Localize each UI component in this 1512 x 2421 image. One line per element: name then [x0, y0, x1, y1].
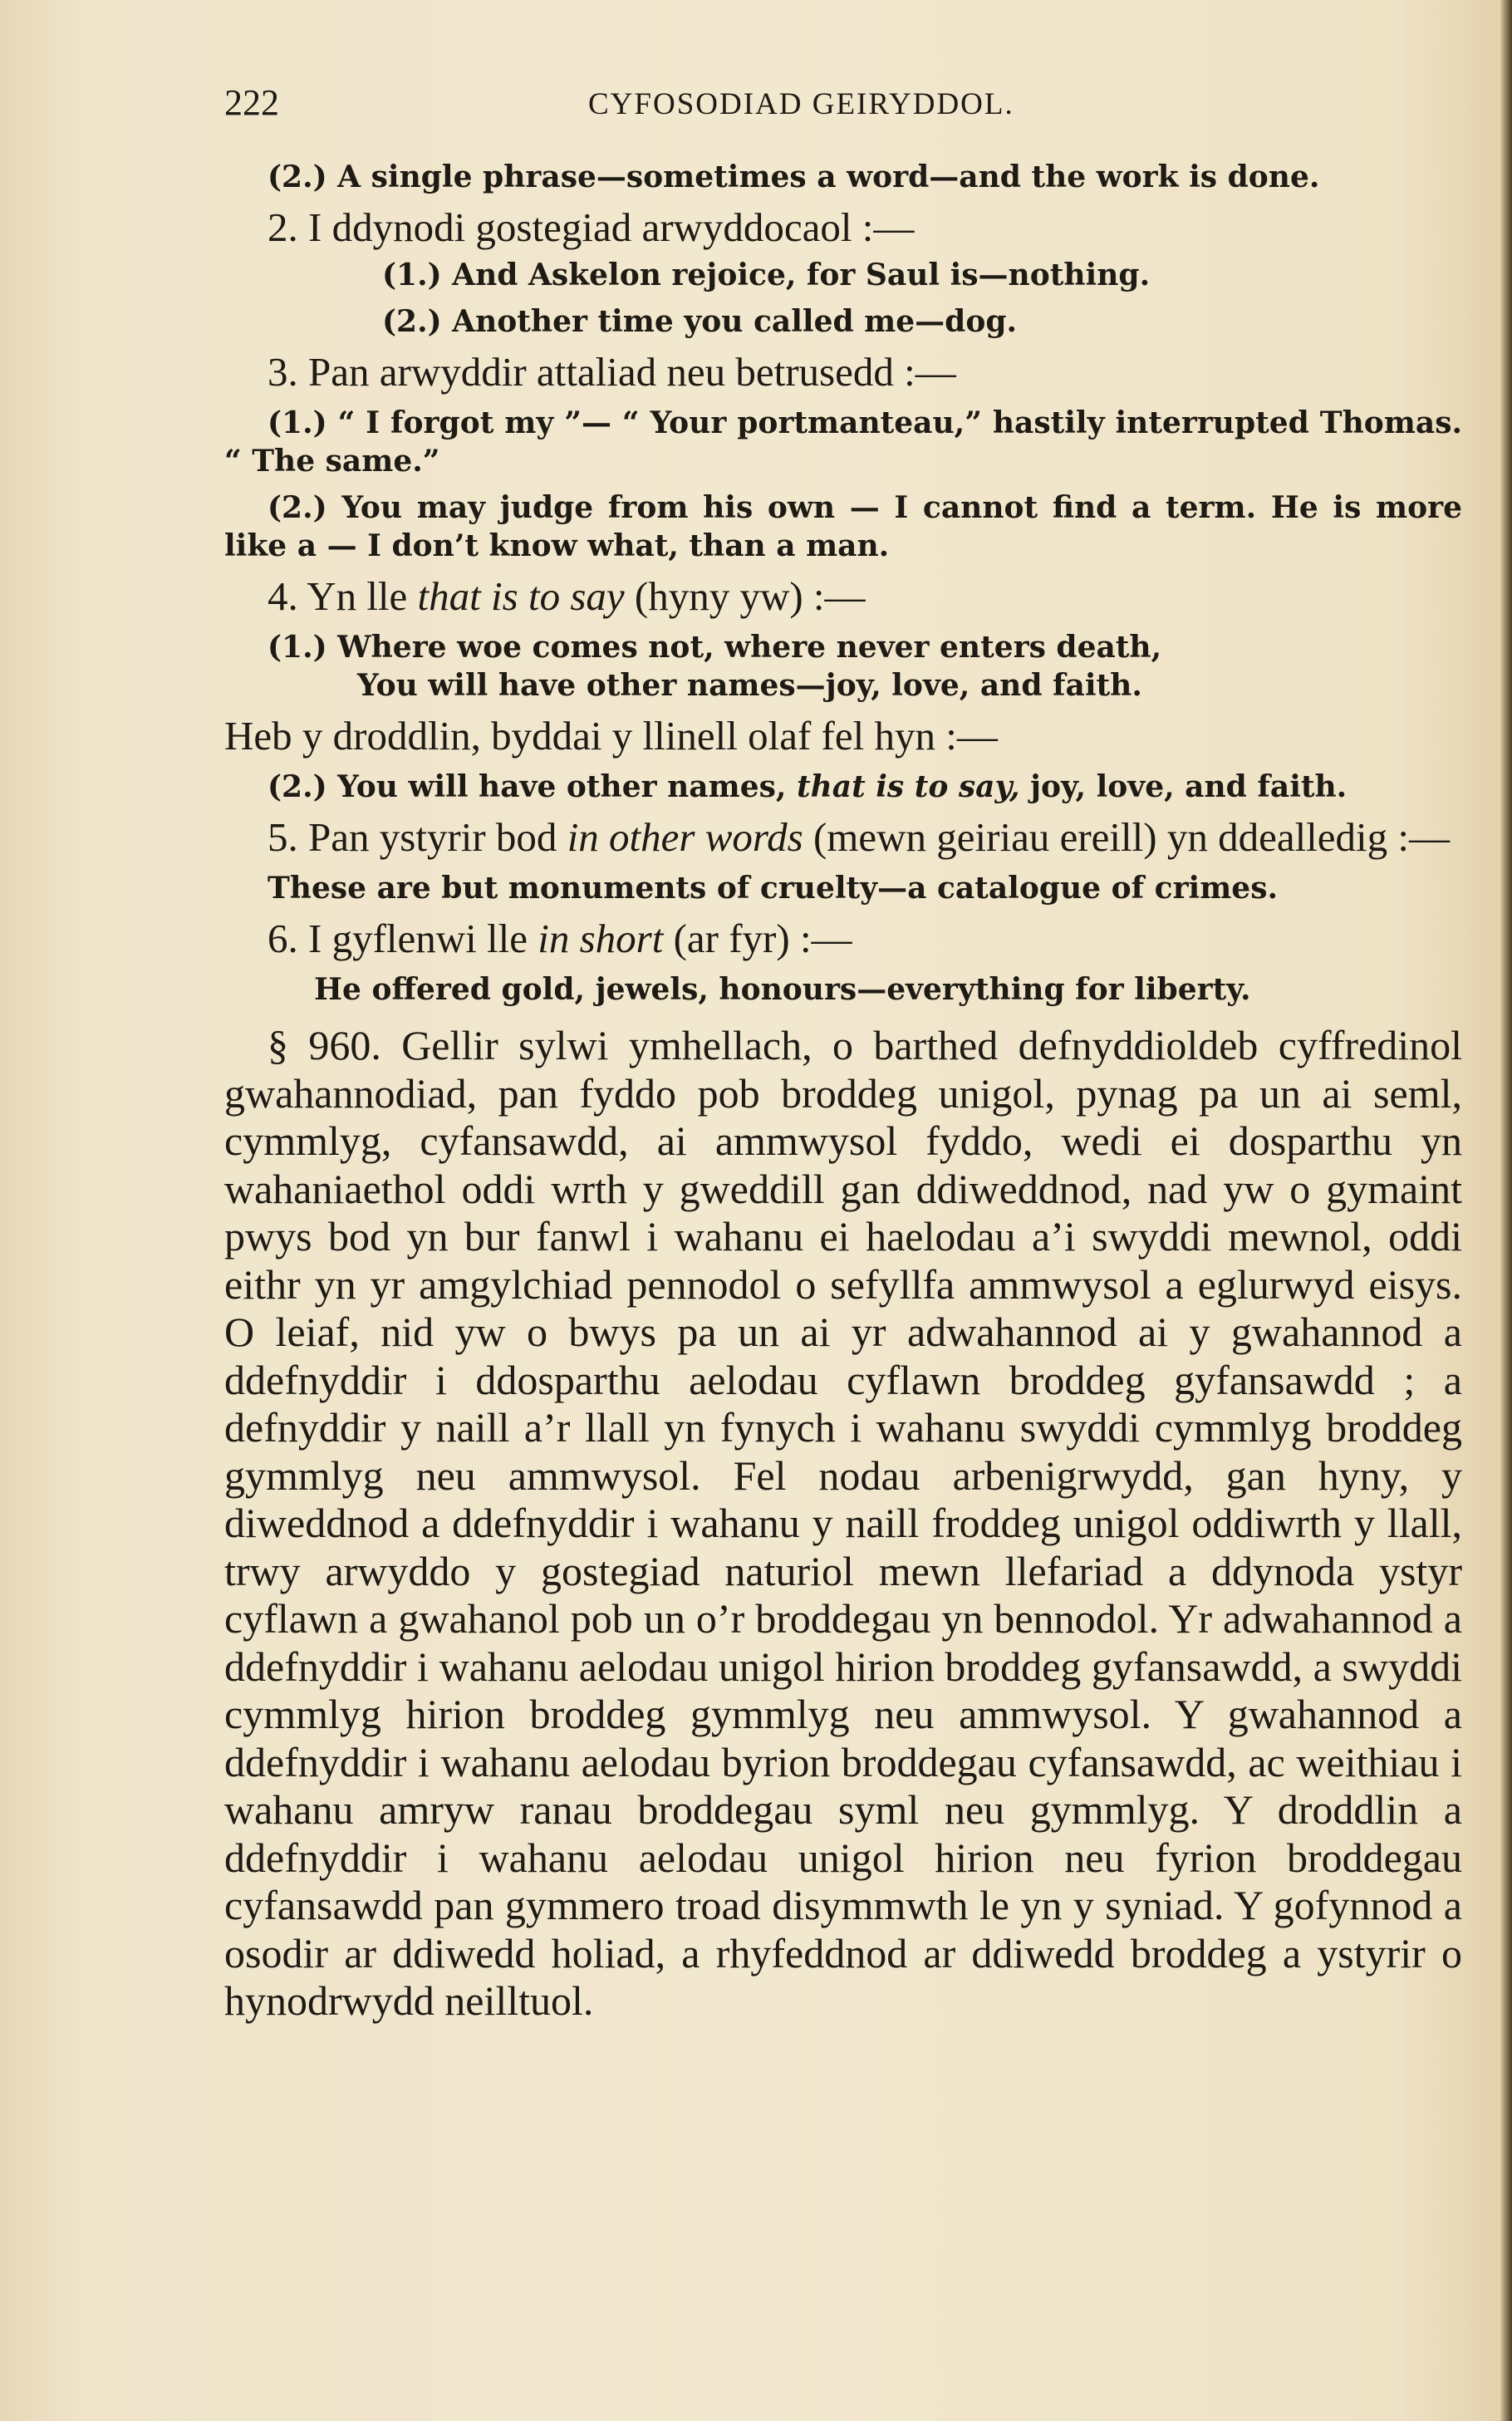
rule-4-italic: that is to say — [417, 573, 625, 619]
rule-5-text-c: (mewn geiriau ereill) yn ddealledig :— — [803, 814, 1451, 860]
rule-5-heading — [224, 814, 1462, 861]
verse-line-1: (1.) Where woe comes not, where never enters death, — [268, 630, 1162, 665]
example-line-6 — [224, 768, 1462, 806]
example-line-4: (1.) “ I forgot my ”— “ Your portmanteau,” hastily interrupted Thomas. “ The same.” — [224, 405, 1462, 479]
rule-6-italic: in short — [538, 916, 664, 961]
rule-4-heading — [224, 573, 1462, 620]
page-number: 222 — [224, 82, 279, 123]
example-line-8: He offered gold, jewels, honours—everything for liberty. — [314, 972, 1251, 1007]
verse-line-2: You will have other names—joy, love, and faith. — [357, 668, 1142, 703]
example-6-text-a: (2.) You will have other names, — [268, 769, 797, 804]
running-title: CYFOSODIAD GEIRYDDOL. — [588, 87, 1014, 121]
rule-3-heading: 3. Pan arwyddir attaliad neu betrusedd :— — [268, 349, 956, 395]
example-line-1: (2.) A single phrase—sometimes a word—and the work is done. — [268, 160, 1320, 194]
example-line-7: These are but monuments of cruelty—a catalogue of crimes. — [268, 871, 1279, 906]
example-6-italic: that is to say, — [796, 769, 1020, 804]
example-line-5: (2.) You may judge from his own — I cannot find a term. He is more like a — I don’t know what, than a man. — [224, 490, 1462, 563]
note-line: Heb y droddlin, byddai y llinell olaf fel hyn :— — [224, 713, 998, 759]
rule-6-text-a: 6. I gyflenwi lle — [268, 916, 538, 961]
rule-6-heading — [224, 916, 1462, 962]
example-line-3: (2.) Another time you called me—dog. — [382, 304, 1018, 339]
running-header — [224, 81, 1462, 131]
rule-4-text-a: 4. Yn lle — [268, 573, 418, 619]
rule-5-italic: in other words — [567, 814, 803, 860]
section-960-paragraph: § 960. Gellir sylwi ymhellach, o barthed defnyddioldeb cyffredinol gwahannodiad, pan fyddo pob broddeg unigol, pynag pa un ai seml, cymmlyg, cyfansawdd, ai ammwysol fyddo, wedi ei dosparthu yn wahaniaethol oddi wrth y gweddill gan ddiweddnod, nad yw o gymaint pwys bod yn bur fanwl i wahanu ei haelodau a’i swyddi mewnol, oddi eithr yn yr amgylchiad pennodol o sefyllfa ammwysol a eglurwyd eisys. O leiaf, nid yw o bwys pa un ai yr adwahannod ai y gwahannod a ddefnyddir i ddosparthu aelodau cyflawn broddeg gyfansawdd ; a defnyddir y naill a’r llall yn fynych i wahanu swyddi cymmlyg broddeg gymmlyg neu ammwysol. Fel nodau arbenigrwydd, gan hyny, y diweddnod a ddefnyddir i wahanu y naill froddeg unigol oddiwrth y llall, trwy arwyddo y gostegiad naturiol mewn llefariad a ddynoda ystyr cyflawn a gwahanol pob un o’r broddegau yn bennodol. Yr adwahannod a ddefnyddir i wahanu aelodau unigol hirion broddeg gyfansawdd, a swyddi cymmlyg hirion broddeg gymmlyg neu ammwysol. Y gwahannod a ddefnyddir i wahanu aelodau byrion broddegau cyfansawdd, ac weithiau i wahanu amryw ranau broddegau syml neu gymmlyg. Y droddlin a ddefnyddir i wahanu aelodau unigol hirion neu fyrion broddegau cyfansawdd pan gymmero troad disymmwth le yn y syniad. Y gofynnod a osodir ar ddiwedd holiad, a rhyfeddnod ar ddiwedd broddeg a ystyrir o hynodrwydd neilltuol. — [224, 1022, 1462, 2024]
page-edge-shadow — [1500, 0, 1512, 2421]
rule-5-text-a: 5. Pan ystyrir bod — [268, 814, 567, 860]
example-line-2: (1.) And Askelon rejoice, for Saul is—nothing. — [382, 258, 1151, 292]
rule-4-text-c: (hyny yw) :— — [624, 573, 866, 619]
page-body — [224, 158, 1462, 2026]
rule-6-text-c: (ar fyr) :— — [663, 916, 852, 961]
rule-2-heading: 2. I ddynodi gostegiad arwyddocaol :— — [268, 204, 915, 250]
example-6-text-c: joy, love, and faith. — [1019, 769, 1348, 804]
